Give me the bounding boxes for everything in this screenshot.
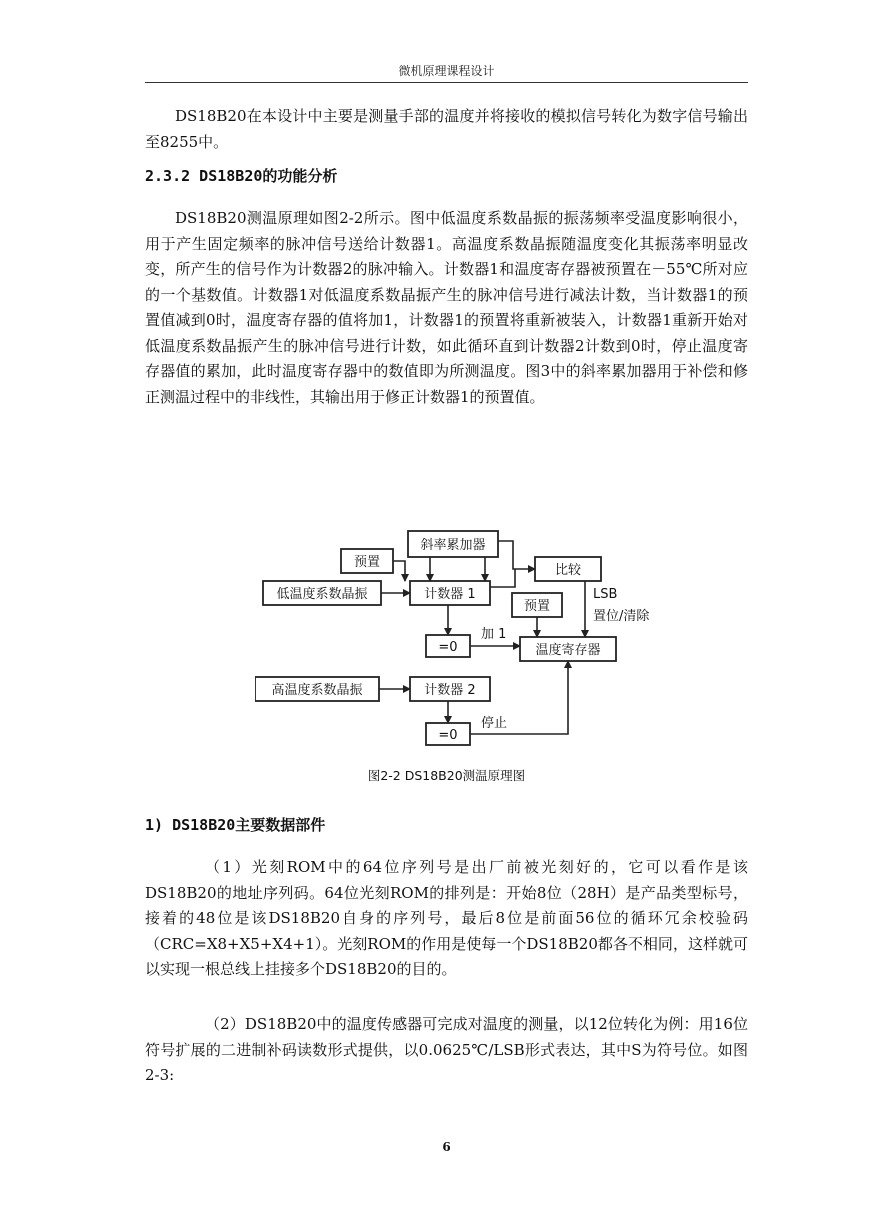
compare-box <box>535 557 601 581</box>
item2-paragraph: （2）DS18B20中的温度传感器可完成对温度的测量，以12位转化为例：用16位符号扩展的二进制补码读数形式提供，以0.0625℃/LSB形式表达，其中S为符号位。如图2-3: <box>145 1015 748 1084</box>
temp-register-box <box>520 637 616 661</box>
temp-register-label: 温度寄存器 <box>535 643 601 658</box>
high-temp-crystal-label: 高温度系数晶振 <box>271 683 363 698</box>
eq-zero-1-box <box>426 635 470 657</box>
principle-paragraph: DS18B20测温原理如图2-2所示。图中低温度系数晶振的振荡频率受温度影响很小，用于产生固定频率的脉冲信号送给计数器1。高温度系数晶振随温度变化其振荡率明显改变，所产生的信号作为计数器2的脉冲输入。计数器1和温度寄存器被预置在－55℃所对应的一个基数值。计数器1对低温度系数晶振产生的脉冲信号进行减法计数，当计数器1的预置值减到0时，温度寄存器的值将加1，计数器1的预置将重新被装入，计数器1重新开始对低温度系数晶振产生的脉冲信号进行计数，如此循环直到计数器2计数到0时，停止温度寄存器值的累加，此时温度寄存器中的数值即为所测温度。图3中的斜率累加器用于补偿和修正测温过程中的非线性，其输出用于修正计数器1的预置值。 <box>145 209 748 406</box>
low-temp-crystal-box <box>263 581 381 605</box>
low-temp-crystal-label: 低温度系数晶振 <box>276 587 368 602</box>
counter2-label: 计数器 2 <box>424 683 476 698</box>
subsection-heading: 1) DS18B20主要数据部件 <box>145 816 326 834</box>
counter1-box <box>410 581 490 605</box>
figure-caption: 图2-2 DS18B20测温原理图 <box>367 768 526 783</box>
preset-top-box <box>341 549 393 573</box>
header-rule <box>145 82 748 83</box>
counter2-box <box>410 677 490 701</box>
high-temp-crystal-box <box>255 677 379 701</box>
item1-paragraph: （1）光刻ROM中的64位序列号是出厂前被光刻好的，它可以看作是该DS18B20的地址序列码。64位光刻ROM的排列是：开始8位（28H）是产品类型标号，接着的48位是该DS18B20自身的序列号，最后8位是前面56位的循环冗余校验码（CRC=X8+X5+X4+1）。光刻ROM的作用是使每一个DS18B20都各不相同，这样就可以实现一根总线上挂接多个DS18B20的目的。 <box>145 858 748 978</box>
slope-accumulator-box <box>408 531 498 557</box>
counter1-label: 计数器 1 <box>424 587 476 602</box>
measurement-principle-diagram <box>255 527 685 752</box>
page-number: 6 <box>442 1140 451 1154</box>
slope-accumulator-label: 斜率累加器 <box>420 538 486 553</box>
section-heading: 2.3.2 DS18B20的功能分析 <box>145 167 338 185</box>
compare-label: 比较 <box>554 563 582 578</box>
running-header: 微机原理课程设计 <box>398 64 495 78</box>
eq-zero-1-label: =0 <box>438 640 458 655</box>
set-clear-label: 置位/清除 <box>593 609 650 624</box>
lsb-label: LSB <box>593 587 618 602</box>
intro-paragraph: DS18B20在本设计中主要是测量手部的温度并将接收的模拟信号转化为数字信号输出至8255中。 <box>145 107 748 151</box>
preset-right-label: 预置 <box>523 599 551 614</box>
preset-top-label: 预置 <box>353 555 381 570</box>
eq-zero-2-label: =0 <box>438 728 458 743</box>
stop-label: 停止 <box>481 716 508 731</box>
eq-zero-2-box <box>426 723 470 745</box>
preset-right-box <box>512 593 562 617</box>
add-one-label: 加 1 <box>481 627 507 642</box>
